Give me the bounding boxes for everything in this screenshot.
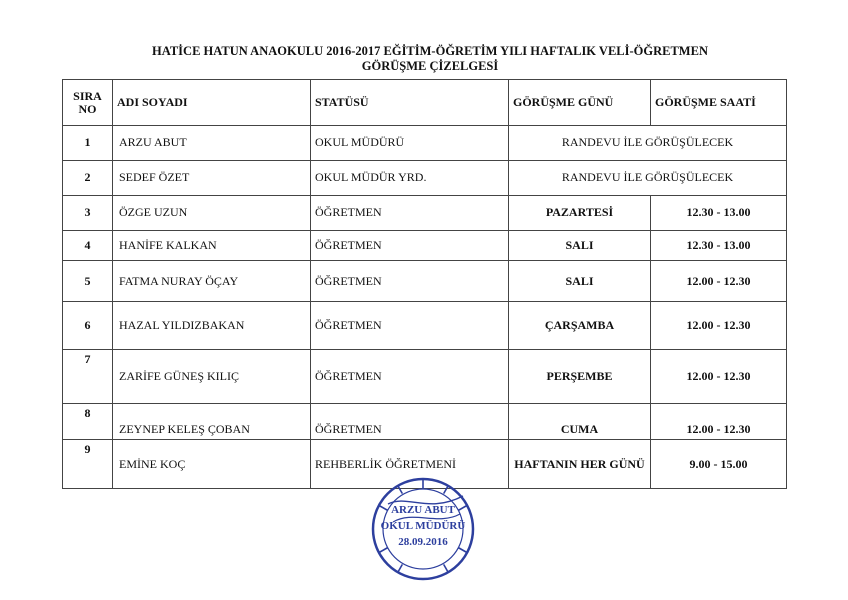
header-time: GÖRÜŞME SAATİ bbox=[651, 80, 787, 126]
row-time: 12.00 - 12.30 bbox=[651, 350, 787, 404]
row-status: ÖĞRETMEN bbox=[311, 195, 509, 230]
row-time: 12.30 - 13.00 bbox=[651, 230, 787, 261]
table-row bbox=[63, 126, 787, 161]
row-day: SALI bbox=[509, 230, 651, 261]
row-name: HAZAL YILDIZBAKAN bbox=[113, 301, 311, 350]
table-row bbox=[63, 404, 787, 440]
table-row bbox=[63, 350, 787, 404]
table-row bbox=[63, 261, 787, 301]
row-number: 2 bbox=[63, 160, 113, 195]
row-day: CUMA bbox=[509, 404, 651, 440]
row-number: 8 bbox=[63, 404, 113, 440]
row-day: HAFTANIN HER GÜNÜ bbox=[509, 440, 651, 489]
stamp-date: 28.09.2016 bbox=[398, 536, 448, 548]
row-number: 5 bbox=[63, 261, 113, 301]
header-no: SIRA NO bbox=[63, 80, 113, 126]
row-time: 9.00 - 15.00 bbox=[651, 440, 787, 489]
row-status: ÖĞRETMEN bbox=[311, 404, 509, 440]
row-number: 3 bbox=[63, 195, 113, 230]
document-title bbox=[60, 44, 800, 74]
row-number: 6 bbox=[63, 301, 113, 350]
official-seal-stamp bbox=[368, 474, 478, 584]
row-day: ÇARŞAMBA bbox=[509, 301, 651, 350]
table-row bbox=[63, 230, 787, 261]
stamp-name: ARZU ABUT bbox=[391, 504, 455, 516]
row-number: 7 bbox=[63, 350, 113, 404]
row-status: ÖĞRETMEN bbox=[311, 350, 509, 404]
row-name: ZARİFE GÜNEŞ KILIÇ bbox=[113, 350, 311, 404]
header-row bbox=[63, 80, 787, 126]
stamp-role: OKUL MÜDÜRÜ bbox=[380, 520, 466, 532]
table-row bbox=[63, 301, 787, 350]
row-name: HANİFE KALKAN bbox=[113, 230, 311, 261]
row-day: SALI bbox=[509, 261, 651, 301]
row-status: OKUL MÜDÜRÜ bbox=[311, 126, 509, 161]
header-status: STATÜSÜ bbox=[311, 80, 509, 126]
row-name: FATMA NURAY ÖÇAY bbox=[113, 261, 311, 301]
row-number: 1 bbox=[63, 126, 113, 161]
row-name: SEDEF ÖZET bbox=[113, 160, 311, 195]
header-name: ADI SOYADI bbox=[113, 80, 311, 126]
row-name: ARZU ABUT bbox=[113, 126, 311, 161]
meeting-schedule-table bbox=[62, 79, 787, 489]
row-time: 12.00 - 12.30 bbox=[651, 261, 787, 301]
row-status: ÖĞRETMEN bbox=[311, 261, 509, 301]
row-name: EMİNE KOÇ bbox=[113, 440, 311, 489]
row-day: PERŞEMBE bbox=[509, 350, 651, 404]
title-line-1: HATİCE HATUN ANAOKULU 2016-2017 EĞİTİM-ÖĞRETİM YILI HAFTALIK VELİ-ÖĞRETMEN bbox=[152, 44, 708, 58]
row-day: PAZARTESİ bbox=[509, 195, 651, 230]
row-time: 12.00 - 12.30 bbox=[651, 404, 787, 440]
row-status: ÖĞRETMEN bbox=[311, 230, 509, 261]
row-appointment: RANDEVU İLE GÖRÜŞÜLECEK bbox=[509, 160, 787, 195]
row-time: 12.30 - 13.00 bbox=[651, 195, 787, 230]
row-status: REHBERLİK ÖĞRETMENİ bbox=[311, 440, 509, 489]
row-status: OKUL MÜDÜR YRD. bbox=[311, 160, 509, 195]
row-time: 12.00 - 12.30 bbox=[651, 301, 787, 350]
table-row bbox=[63, 160, 787, 195]
row-name: ÖZGE UZUN bbox=[113, 195, 311, 230]
row-number: 4 bbox=[63, 230, 113, 261]
row-appointment: RANDEVU İLE GÖRÜŞÜLECEK bbox=[509, 126, 787, 161]
row-number: 9 bbox=[63, 440, 113, 489]
title-line-2: GÖRÜŞME ÇİZELGESİ bbox=[361, 59, 499, 73]
row-name: ZEYNEP KELEŞ ÇOBAN bbox=[113, 404, 311, 440]
row-status: ÖĞRETMEN bbox=[311, 301, 509, 350]
table-row bbox=[63, 195, 787, 230]
header-day: GÖRÜŞME GÜNÜ bbox=[509, 80, 651, 126]
